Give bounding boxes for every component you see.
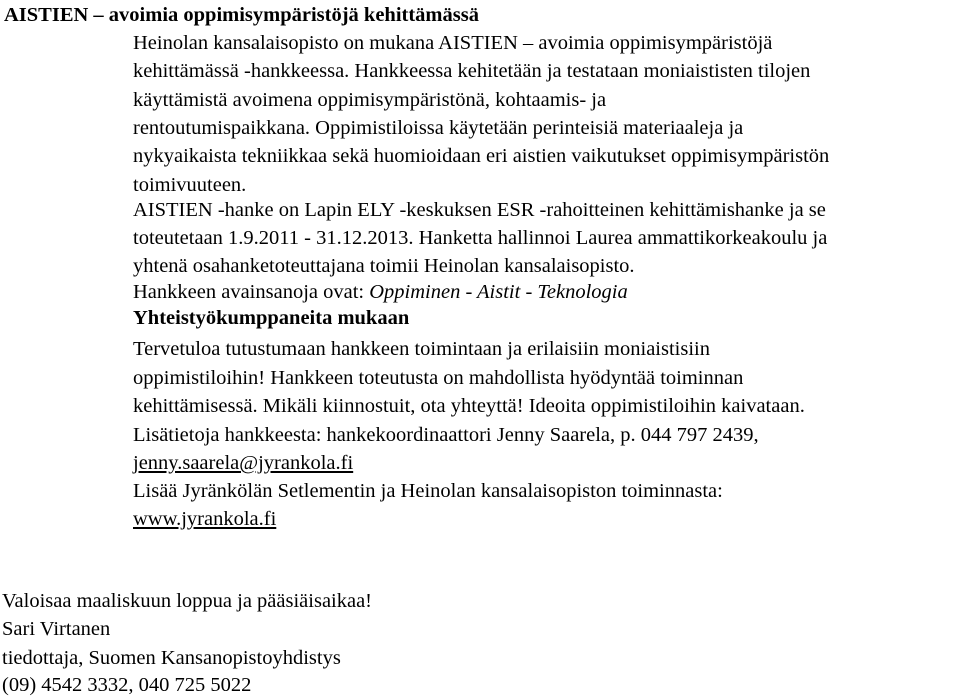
paragraph-line: rentoutumispaikkana. Oppimistiloissa käytetään perinteisiä materiaaleja ja — [133, 117, 744, 139]
email-link[interactable]: jenny.saarela@jyrankola.fi — [133, 452, 354, 474]
paragraph-line: Tervetuloa tutustumaan hankkeen toimintaan ja erilaisiin moniaistisiin — [133, 338, 710, 360]
subheading: Yhteistyökumppaneita mukaan — [133, 307, 410, 329]
paragraph-line: toteutetaan 1.9.2011 - 31.12.2013. Hanketta hallinnoi Laurea ammattikorkeakoulu ja — [133, 227, 828, 249]
paragraph-line: AISTIEN -hanke on Lapin ELY -keskuksen ESR -rahoitteinen kehittämishanke ja se — [133, 199, 826, 221]
signature-greeting: Valoisaa maaliskuun loppua ja pääsiäisaikaa! — [2, 590, 373, 612]
signature-role: tiedottaja, Suomen Kansanopistoyhdistys — [2, 647, 341, 669]
paragraph-line: Heinolan kansalaisopisto on mukana AISTIEN – avoimia oppimisympäristöjä — [133, 32, 773, 54]
paragraph-line: Lisätietoja hankkeesta: hankekoordinaattori Jenny Saarela, p. 044 797 2439, — [133, 424, 759, 446]
signature-name: Sari Virtanen — [2, 618, 111, 640]
signature-phone: (09) 4542 3332, 040 725 5022 — [2, 674, 252, 696]
website-line — [133, 506, 276, 532]
more-info-line: Lisää Jyränkölän Setlementin ja Heinolan kansalaisopiston toiminnasta: — [133, 480, 723, 502]
paragraph-line: kehittämisessä. Mikäli kiinnostuit, ota yhteyttä! Ideoita oppimistiloihin kaivataan. — [133, 395, 805, 417]
article-heading: AISTIEN – avoimia oppimisympäristöjä kehittämässä — [4, 4, 479, 26]
paragraph-line: nykyaikaista tekniikkaa sekä huomioidaan eri aistien vaikutukset oppimisympäristön — [133, 145, 830, 167]
paragraph-line: yhtenä osahanketoteuttajana toimii Heinolan kansalaisopisto. — [133, 255, 635, 277]
paragraph-line: käyttämistä avoimena oppimisympäristönä, kohtaamis- ja — [133, 89, 607, 111]
keywords-prefix: Hankkeen avainsanoja ovat: — [133, 281, 370, 303]
paragraph-line: toimivuuteen. — [133, 174, 247, 196]
email-line — [133, 450, 353, 476]
keywords-terms: Oppiminen - Aistit - Teknologia — [369, 281, 628, 303]
paragraph-line: oppimistiloihin! Hankkeen toteutusta on mahdollista hyödyntää toiminnan — [133, 367, 744, 389]
keywords-line — [133, 279, 628, 305]
paragraph-line: kehittämässä -hankkeessa. Hankkeessa kehitetään ja testataan moniaististen tilojen — [133, 60, 811, 82]
website-link[interactable]: www.jyrankola.fi — [133, 508, 277, 530]
